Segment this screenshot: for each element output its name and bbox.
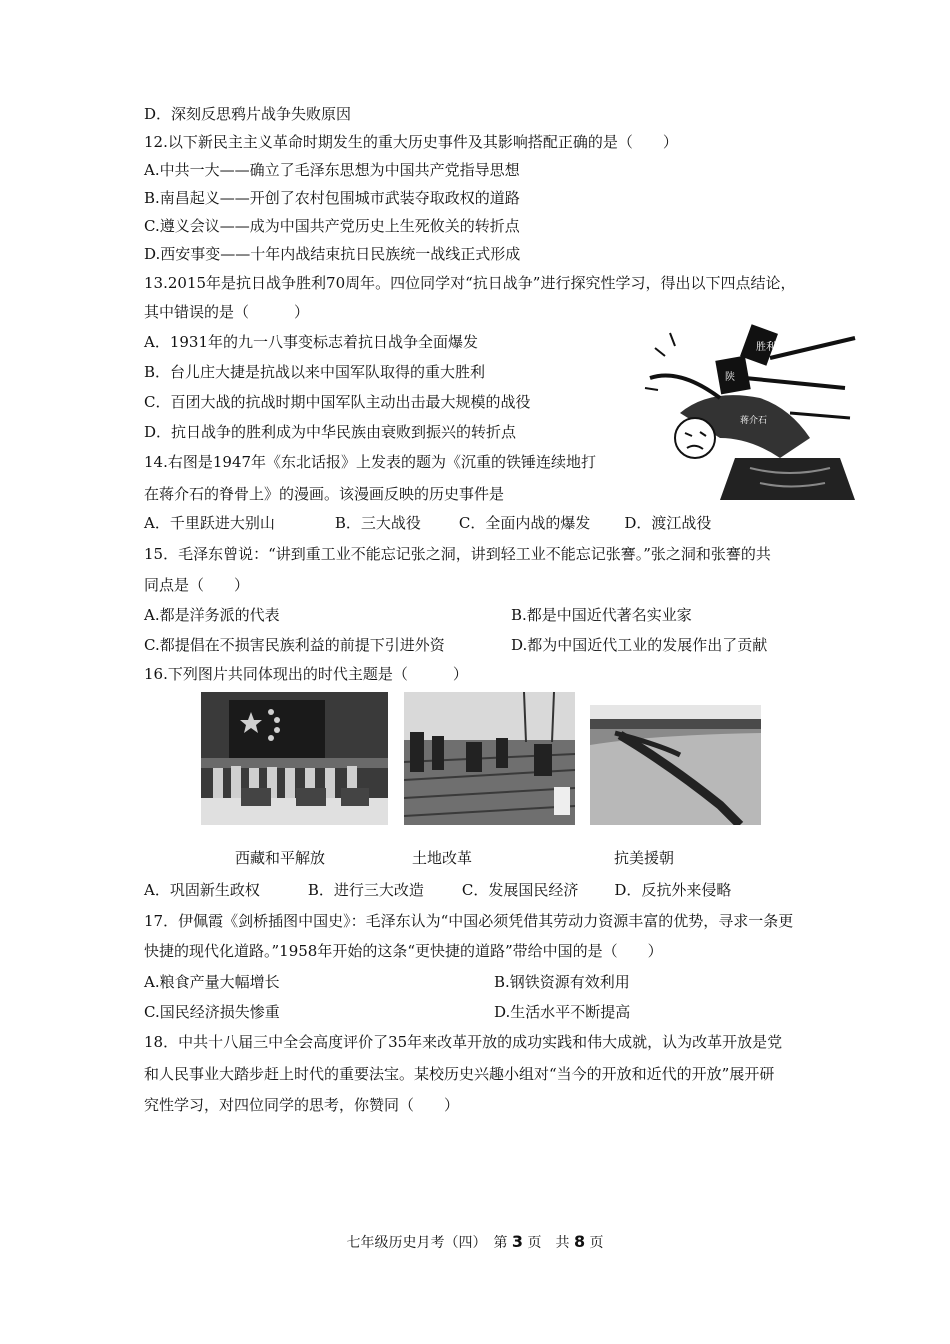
page-footer bbox=[0, 1232, 950, 1252]
footer-total-pages: 8 bbox=[573, 1232, 586, 1251]
q14-options bbox=[144, 513, 711, 533]
cartoon-label-victory: 胜利 bbox=[756, 342, 776, 353]
cartoon-label-shaan: 陕 bbox=[725, 372, 735, 383]
q15-option-b[interactable]: B.都是中国近代著名实业家 bbox=[511, 606, 692, 624]
footer-prefix: 七年级历史月考（四） 第 bbox=[346, 1235, 508, 1251]
q11-option-d: D．深刻反思鸦片战争失败原因 bbox=[144, 105, 352, 123]
cartoon-label-chiang: 蒋介石 bbox=[740, 416, 768, 426]
q13-option-b[interactable]: B．台儿庄大捷是抗战以来中国军队取得的重大胜利 bbox=[144, 363, 486, 381]
q14-option-d[interactable]: D．渡江战役 bbox=[624, 514, 712, 532]
q15-option-a[interactable]: A.都是洋务派的代表 bbox=[144, 606, 280, 624]
q16-options bbox=[144, 880, 731, 900]
land-reform-photo bbox=[404, 692, 575, 825]
q14-stem-line1: 14.右图是1947年《东北话报》上发表的题为《沉重的铁锤连续地打 bbox=[144, 453, 597, 471]
q18-stem-line2: 和人民事业大踏步赶上时代的重要法宝。某校历史兴趣小组对“当今的开放和近代的开放”展开研 bbox=[144, 1065, 775, 1083]
hammer-cartoon-image bbox=[640, 318, 862, 500]
q14-stem-line2: 在蒋介石的脊骨上》的漫画。该漫画反映的历史事件是 bbox=[144, 485, 505, 503]
q16-option-d[interactable]: D．反抗外来侵略 bbox=[614, 881, 732, 899]
q16-option-c[interactable]: C．发展国民经济 bbox=[461, 881, 579, 899]
footer-page-number: 3 bbox=[511, 1232, 524, 1251]
q17-option-b[interactable]: B.钢铁资源有效利用 bbox=[494, 973, 630, 991]
footer-mid: 页 共 bbox=[527, 1235, 570, 1251]
q12-option-a[interactable]: A.中共一大——确立了毛泽东思想为中国共产党指导思想 bbox=[144, 161, 520, 179]
q17-option-a[interactable]: A.粮食产量大幅增长 bbox=[144, 973, 280, 991]
q16-option-b[interactable]: B．进行三大改造 bbox=[307, 881, 424, 899]
q15-option-c[interactable]: C.都提倡在不损害民族利益的前提下引进外资 bbox=[144, 636, 445, 654]
footer-suffix: 页 bbox=[589, 1235, 604, 1251]
caption-land-reform: 土地改革 bbox=[412, 849, 473, 867]
q17-option-c[interactable]: C.国民经济损失惨重 bbox=[144, 1003, 280, 1021]
tibet-liberation-photo bbox=[201, 692, 388, 825]
q12-option-d[interactable]: D.西安事变——十年内战结束抗日民族统一战线正式形成 bbox=[144, 245, 521, 263]
q18-stem-line3: 究性学习，对四位同学的思考，你赞同（ ） bbox=[144, 1096, 460, 1114]
q13-option-a[interactable]: A．1931年的九一八事变标志着抗日战争全面爆发 bbox=[144, 333, 479, 351]
q13-stem-line2: 其中错误的是（ ） bbox=[144, 303, 310, 321]
q12-option-c[interactable]: C.遵义会议——成为中国共产党历史上生死攸关的转折点 bbox=[144, 217, 520, 235]
q14-option-c[interactable]: C．全面内战的爆发 bbox=[458, 514, 591, 532]
caption-korean-war: 抗美援朝 bbox=[614, 849, 675, 867]
q15-stem-line2: 同点是（ ） bbox=[144, 576, 250, 594]
caption-tibet: 西藏和平解放 bbox=[235, 849, 326, 867]
korean-war-photo bbox=[590, 705, 761, 825]
q14-option-b[interactable]: B．三大战役 bbox=[334, 514, 421, 532]
q13-option-d[interactable]: D．抗日战争的胜利成为中华民族由衰败到振兴的转折点 bbox=[144, 423, 517, 441]
q13-stem-line1: 13.2015年是抗日战争胜利70周年。四位同学对“抗日战争”进行探究性学习，得出以下四点结论， bbox=[144, 274, 796, 292]
q18-stem-line1: 18．中共十八届三中全会高度评价了35年来改革开放的成功实践和伟大成就，认为改革开放是党 bbox=[144, 1033, 783, 1051]
q15-stem-line1: 15．毛泽东曾说：“讲到重工业不能忘记张之洞，讲到轻工业不能忘记张謇。”张之洞和张謇的共 bbox=[144, 545, 771, 563]
q17-option-d[interactable]: D.生活水平不断提高 bbox=[494, 1003, 631, 1021]
q15-option-d[interactable]: D.都为中国近代工业的发展作出了贡献 bbox=[511, 636, 768, 654]
q17-stem-line1: 17．伊佩霞《剑桥插图中国史》：毛泽东认为“中国必须凭借其劳动力资源丰富的优势，寻求一条更 bbox=[144, 912, 794, 930]
q13-option-c[interactable]: C．百团大战的抗战时期中国军队主动出击最大规模的战役 bbox=[144, 393, 531, 411]
q12-option-b[interactable]: B.南昌起义——开创了农村包围城市武装夺取政权的道路 bbox=[144, 189, 520, 207]
q14-option-a[interactable]: A．千里跃进大别山 bbox=[144, 514, 275, 532]
q16-option-a[interactable]: A．巩固新生政权 bbox=[144, 881, 260, 899]
q12-stem: 12.以下新民主主义革命时期发生的重大历史事件及其影响搭配正确的是（ ） bbox=[144, 133, 678, 151]
q16-stem: 16.下列图片共同体现出的时代主题是（ ） bbox=[144, 665, 468, 683]
q17-stem-line2: 快捷的现代化道路。”1958年开始的这条“更快捷的道路”带给中国的是（ ） bbox=[144, 942, 663, 960]
